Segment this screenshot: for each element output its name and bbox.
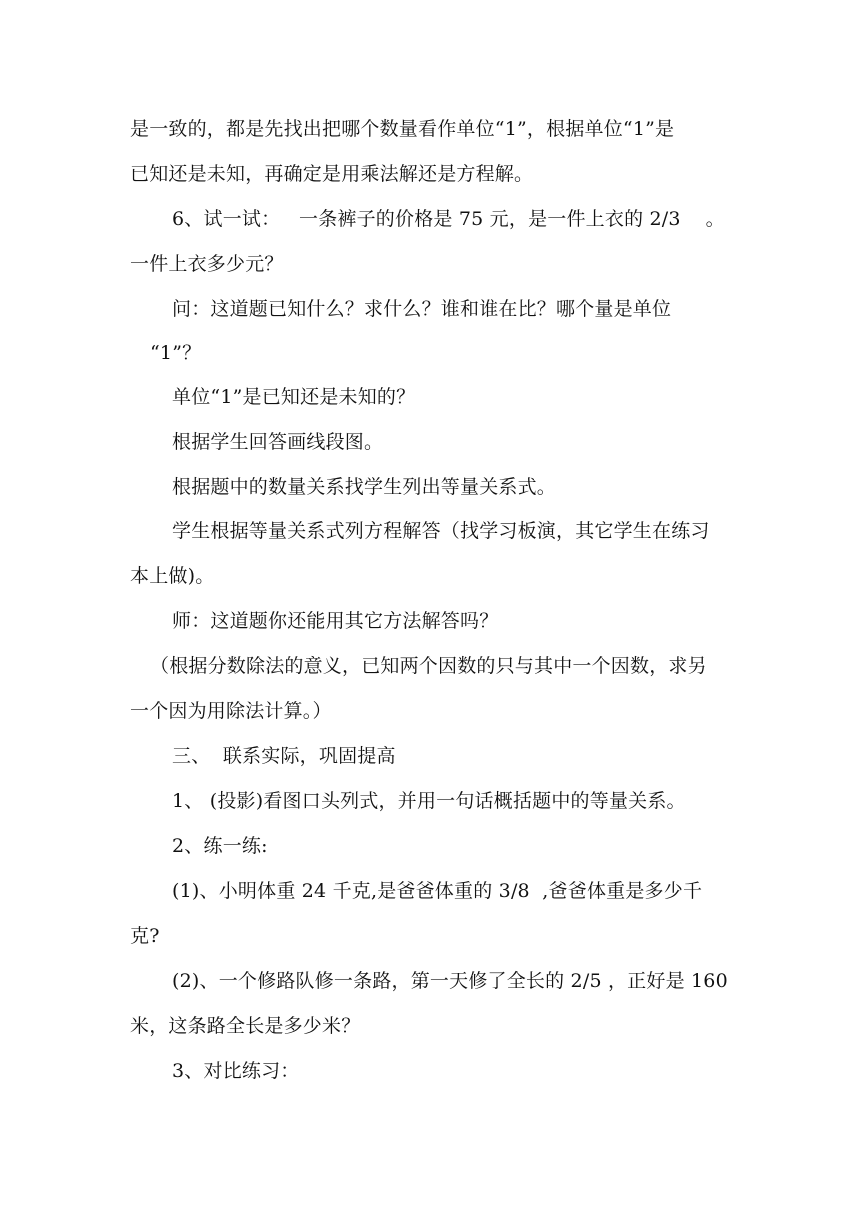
trial-exercise-heading: 6、试一试： 一条裤子的价格是 75 元，是一件上衣的 2/3 。: [172, 208, 725, 230]
paragraph-line: 根据学生回答画线段图。: [172, 431, 384, 453]
paragraph-line: 一个因为用除法计算。）: [130, 700, 332, 722]
paragraph-line: 已知还是未知，再确定是用乘法解还是方程解。: [130, 163, 534, 185]
exercise-item: 1、 (投影)看图口头列式，并用一句话概括题中的等量关系。: [172, 790, 686, 812]
paragraph-line: “1”？: [150, 342, 202, 364]
paragraph-line: 是一致的，都是先找出把哪个数量看作单位“1”，根据单位“1”是: [130, 118, 675, 140]
paragraph-line: 根据题中的数量关系找学生列出等量关系式。: [172, 476, 557, 498]
paragraph-line: （根据分数除法的意义，已知两个因数的只与其中一个因数，求另: [150, 655, 707, 677]
exercise-item: (2)、一个修路队修一条路，第一天修了全长的 2/5 ，正好是 160: [172, 970, 728, 992]
paragraph-line: 学生根据等量关系式列方程解答（找学习板演，其它学生在练习: [172, 520, 710, 542]
section-heading: 三、 联系实际，巩固提高: [172, 745, 396, 767]
exercise-item: 3、对比练习：: [172, 1060, 300, 1082]
paragraph-line: 一件上衣多少元？: [130, 253, 284, 275]
question-line: 问：这道题已知什么？求什么？谁和谁在比？哪个量是单位: [172, 298, 672, 320]
exercise-item: 2、练一练:: [172, 835, 268, 857]
paragraph-line: 克?: [130, 925, 160, 947]
paragraph-line: 本上做)。: [130, 565, 215, 587]
teacher-question-line: 师：这道题你还能用其它方法解答吗？: [172, 610, 499, 632]
paragraph-line: 单位“1”是已知还是未知的？: [172, 386, 416, 408]
paragraph-line: 米，这条路全长是多少米？: [130, 1015, 361, 1037]
exercise-item: (1)、小明体重 24 千克,是爸爸体重的 3/8 ,爸爸体重是多少千: [172, 880, 703, 902]
